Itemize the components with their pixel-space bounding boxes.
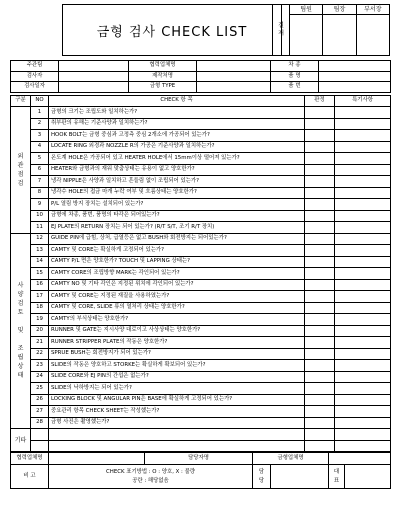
info-label: 품 번	[271, 82, 319, 93]
info-value[interactable]	[197, 82, 271, 93]
company2-label: 금형업체명	[253, 453, 329, 465]
header-category: 구분	[11, 95, 31, 107]
header-judgement: 판정	[305, 95, 335, 107]
item-text: SLIDE CORE와 EJ PIN의 간섭은 없는가?	[49, 371, 305, 383]
item-no	[31, 429, 49, 441]
remarks-cell[interactable]	[335, 210, 391, 222]
info-label: 검사자	[11, 71, 59, 82]
info-value[interactable]	[319, 82, 391, 93]
remarks-cell[interactable]	[335, 233, 391, 245]
check-row	[11, 210, 391, 222]
remarks-cell[interactable]	[335, 141, 391, 153]
check-row	[11, 360, 391, 372]
info-label: 제작처명	[129, 71, 197, 82]
item-no: 28	[31, 417, 49, 429]
info-value[interactable]	[197, 71, 271, 82]
remarks-cell[interactable]	[335, 130, 391, 142]
check-row	[11, 406, 391, 418]
info-label: 검사일자	[11, 82, 59, 93]
item-text	[49, 440, 305, 452]
item-text: 취부판의 유해는 기준사양과 일치하는가?	[49, 118, 305, 130]
item-no: 17	[31, 291, 49, 303]
approval-header-member: 팀원	[290, 5, 323, 15]
item-no: 18	[31, 302, 49, 314]
approval-sign-member[interactable]	[290, 15, 323, 56]
item-no	[31, 440, 49, 452]
judgement-cell[interactable]	[305, 256, 335, 268]
check-row	[11, 429, 391, 441]
check-row	[11, 417, 391, 429]
manager-sign[interactable]	[271, 465, 329, 489]
manager-label: 담당자명	[145, 453, 253, 465]
item-no: 20	[31, 325, 49, 337]
item-no: 11	[31, 222, 49, 234]
check-row	[11, 130, 391, 142]
judgement-cell[interactable]	[305, 406, 335, 418]
info-value[interactable]	[197, 61, 271, 72]
item-text: CAMTY 및 CORE, SLIDE 류의 열처리 상태는 양호한가?	[49, 302, 305, 314]
checklist-sheet	[10, 4, 390, 489]
item-no: 21	[31, 337, 49, 349]
judgement-cell[interactable]	[305, 291, 335, 303]
check-row	[11, 187, 391, 199]
item-no: 15	[31, 268, 49, 280]
item-no: 26	[31, 394, 49, 406]
item-text	[49, 429, 305, 441]
judgement-cell[interactable]	[305, 371, 335, 383]
item-text: CAMTY 및 CORE는 확실하게 고정되어 있는가?	[49, 245, 305, 257]
judgement-cell[interactable]	[305, 302, 335, 314]
item-no: 25	[31, 383, 49, 395]
remarks-cell[interactable]	[335, 302, 391, 314]
judgement-cell[interactable]	[305, 210, 335, 222]
check-row	[11, 153, 391, 165]
info-row	[11, 71, 391, 82]
ceo-sign[interactable]	[345, 465, 391, 489]
item-text: SPRUE BUSH는 회전방지가 되어 있는가?	[49, 348, 305, 360]
item-text: EJ PLATE의 RETURN 장치는 되어 있는가? (R/T S/T, 조기 R/T 장치)	[49, 222, 305, 234]
check-table	[10, 95, 391, 453]
item-text: 온도계 HOLE은 가공되어 있고 HEATER HOLE에서 15mm이상 떨어져 있는가?	[49, 153, 305, 165]
remarks-cell[interactable]	[335, 164, 391, 176]
remarks-cell[interactable]	[335, 360, 391, 372]
check-row	[11, 348, 391, 360]
check-row	[11, 325, 391, 337]
remarks-cell[interactable]	[335, 118, 391, 130]
remarks-cell[interactable]	[335, 107, 391, 119]
info-value[interactable]	[59, 61, 129, 72]
item-text: CAMTY NO 및 기타 각인은 지정된 위치에 각인되어 있는가?	[49, 279, 305, 291]
check-row	[11, 314, 391, 326]
judgement-cell[interactable]	[305, 245, 335, 257]
header-no: NO	[31, 95, 49, 107]
approval-header-leader: 팀장	[323, 5, 356, 15]
info-value[interactable]	[319, 71, 391, 82]
item-text: RUNNER 및 GATE는 지시사양 대로이고 사상상태는 양호한가?	[49, 325, 305, 337]
item-text: RUNNER STRIPPER PLATE의 작동은 양호한가?	[49, 337, 305, 349]
judgement-cell[interactable]	[305, 222, 335, 234]
check-row	[11, 383, 391, 395]
remarks-cell[interactable]	[335, 187, 391, 199]
judgement-cell[interactable]	[305, 118, 335, 130]
item-no: 14	[31, 256, 49, 268]
remarks-cell[interactable]	[335, 383, 391, 395]
item-no: 7	[31, 176, 49, 188]
item-text: 냉각수 HOLE의 접금 마개 누락 여부 및 흐름상태는 양호한가?	[49, 187, 305, 199]
info-label: 금형 TYPE	[129, 82, 197, 93]
judgement-cell[interactable]	[305, 130, 335, 142]
remarks-cell[interactable]	[335, 153, 391, 165]
side-label-manager: 담 당	[253, 465, 271, 489]
item-no: 6	[31, 164, 49, 176]
item-text: CAMTY P/L 면은 양호한가? TOUCH 및 LAPPING 상태는?	[49, 256, 305, 268]
check-row	[11, 371, 391, 383]
approval-side-label: 결 재	[273, 5, 290, 56]
judgement-cell[interactable]	[305, 153, 335, 165]
item-no: 1	[31, 107, 49, 119]
item-text: 금형 사진은 촬영했는가?	[49, 417, 305, 429]
check-row	[11, 164, 391, 176]
item-text: HEATER와 금형과의 재워 맞춤상태는 유용이 없고 양호한가?	[49, 164, 305, 176]
category-cell: 사 양 검 토 및 조 립 상 태	[11, 233, 31, 429]
item-text: 금형에 차종, 품번, 품명의 타각은 되어있는가?	[49, 210, 305, 222]
approval-sign-leader[interactable]	[323, 15, 356, 56]
legend-line-2: 공란 : 해당없음	[132, 477, 169, 484]
remarks-cell[interactable]	[335, 222, 391, 234]
category-cell: 기타	[11, 429, 31, 452]
info-label: 주관팀	[11, 61, 59, 72]
item-no: 19	[31, 314, 49, 326]
judgement-cell[interactable]	[305, 176, 335, 188]
judgement-cell[interactable]	[305, 141, 335, 153]
item-no: 27	[31, 406, 49, 418]
judgement-cell[interactable]	[305, 394, 335, 406]
info-value[interactable]	[59, 71, 129, 82]
judgement-cell[interactable]	[305, 107, 335, 119]
judgement-cell[interactable]	[305, 417, 335, 429]
item-text: SLIDE의 작동은 양호하고 STORKE는 확실하게 확보되어 있는가?	[49, 360, 305, 372]
approval-header-dept-head: 부서장	[356, 5, 389, 15]
company2-value[interactable]	[329, 453, 391, 465]
check-row	[11, 222, 391, 234]
judgement-cell[interactable]	[305, 348, 335, 360]
judgement-cell[interactable]	[305, 187, 335, 199]
title-box	[62, 4, 282, 56]
check-row	[11, 268, 391, 280]
remarks-cell[interactable]	[335, 199, 391, 211]
item-no: 16	[31, 279, 49, 291]
item-no: 22	[31, 348, 49, 360]
remarks-cell[interactable]	[335, 440, 391, 452]
item-text: CAMTY CORE의 조립방향 MARK는 각인되어 있는가?	[49, 268, 305, 280]
item-no: 10	[31, 210, 49, 222]
remarks-cell[interactable]	[335, 325, 391, 337]
item-text: CAMTY 및 CORE는 지정된 재질을 사용하였는가?	[49, 291, 305, 303]
approval-sign-dept-head[interactable]	[356, 15, 389, 56]
item-no: 4	[31, 141, 49, 153]
note-label: 비 고	[11, 465, 49, 489]
judgement-cell[interactable]	[305, 279, 335, 291]
info-value[interactable]	[319, 61, 391, 72]
judgement-cell[interactable]	[305, 440, 335, 452]
check-row	[11, 302, 391, 314]
check-row	[11, 440, 391, 452]
check-row	[11, 337, 391, 349]
item-no: 8	[31, 187, 49, 199]
item-text: 중요관리 항목 CHECK SHEET는 작성했는가?	[49, 406, 305, 418]
remarks-cell[interactable]	[335, 348, 391, 360]
check-row	[11, 256, 391, 268]
item-no: 23	[31, 360, 49, 372]
judgement-cell[interactable]	[305, 429, 335, 441]
remarks-cell[interactable]	[335, 176, 391, 188]
item-no: 5	[31, 153, 49, 165]
remarks-cell[interactable]	[335, 279, 391, 291]
check-row	[11, 279, 391, 291]
judgement-cell[interactable]	[305, 337, 335, 349]
company-label: 협력업체명	[11, 453, 49, 465]
item-no: 24	[31, 371, 49, 383]
item-text: 냉각 NIPPLE은 사양과 일치하고 흔들림 없이 조립되어 있는가?	[49, 176, 305, 188]
judgement-cell[interactable]	[305, 199, 335, 211]
judgement-cell[interactable]	[305, 314, 335, 326]
remarks-cell[interactable]	[335, 256, 391, 268]
side-label-ceo: 대 표	[329, 465, 345, 489]
info-value[interactable]	[59, 82, 129, 93]
info-table	[10, 60, 391, 93]
judgement-cell[interactable]	[305, 164, 335, 176]
header-remarks: 특기사항	[335, 95, 391, 107]
info-label: 차 종	[271, 61, 319, 72]
category-cell: 외 관 점 검	[11, 107, 31, 234]
judgement-cell[interactable]	[305, 325, 335, 337]
item-text: 금형의 크기는 조립도와 일치하는가?	[49, 107, 305, 119]
remarks-cell[interactable]	[335, 406, 391, 418]
remarks-cell[interactable]	[335, 268, 391, 280]
item-text: LOCKING BLOCK 및 ANGULAR PIN은 BASE에 확실하게 고정되어 있는가?	[49, 394, 305, 406]
check-row	[11, 199, 391, 211]
judgement-cell[interactable]	[305, 383, 335, 395]
item-no: 3	[31, 130, 49, 142]
judgement-cell[interactable]	[305, 360, 335, 372]
check-row	[11, 141, 391, 153]
check-row	[11, 107, 391, 119]
footer-table	[10, 452, 391, 489]
remarks-cell[interactable]	[335, 417, 391, 429]
remarks-cell[interactable]	[335, 337, 391, 349]
item-text: P/L 열림 방지 장치는 설치되어 있는가?	[49, 199, 305, 211]
check-row	[11, 176, 391, 188]
info-row	[11, 61, 391, 72]
check-row	[11, 245, 391, 257]
legend-line-1: CHECK 표기방법 : O : 양호, X : 불량	[106, 468, 195, 475]
check-row	[11, 233, 391, 245]
item-text: SLIDE의 낙하방지는 되어 있는가?	[49, 383, 305, 395]
remarks-cell[interactable]	[335, 245, 391, 257]
judgement-cell[interactable]	[305, 268, 335, 280]
remarks-cell[interactable]	[335, 429, 391, 441]
check-row	[11, 394, 391, 406]
remarks-cell[interactable]	[335, 371, 391, 383]
item-no: 9	[31, 199, 49, 211]
item-text: GUIDE PIN에 급힘, 상처, 급열등은 없고 BUSH와 회전방지는 되어있는가?	[49, 233, 305, 245]
check-row	[11, 291, 391, 303]
info-label: 품 명	[271, 71, 319, 82]
check-legend	[49, 465, 253, 489]
info-row	[11, 82, 391, 93]
header-item: CHECK 항 목	[49, 95, 305, 107]
page-title: 금형 검사 CHECK LIST	[96, 24, 248, 40]
item-no: 13	[31, 245, 49, 257]
item-text: LOCATE RING 외경과 NOZZLE R의 가공은 기준사양과 일치하는가?	[49, 141, 305, 153]
judgement-cell[interactable]	[305, 233, 335, 245]
check-row	[11, 118, 391, 130]
remarks-cell[interactable]	[335, 394, 391, 406]
title-block	[10, 4, 390, 56]
item-text: CAMTY의 부식상태는 양호한가?	[49, 314, 305, 326]
item-no: 12	[31, 233, 49, 245]
item-text: HOOK BOLT는 금형 중심과 고정측 중심 2개소에 가공되어 있는가?	[49, 130, 305, 142]
remarks-cell[interactable]	[335, 291, 391, 303]
remarks-cell[interactable]	[335, 314, 391, 326]
item-no: 2	[31, 118, 49, 130]
info-label: 협력업체명	[129, 61, 197, 72]
company-value[interactable]	[49, 453, 145, 465]
approval-table	[272, 4, 390, 56]
